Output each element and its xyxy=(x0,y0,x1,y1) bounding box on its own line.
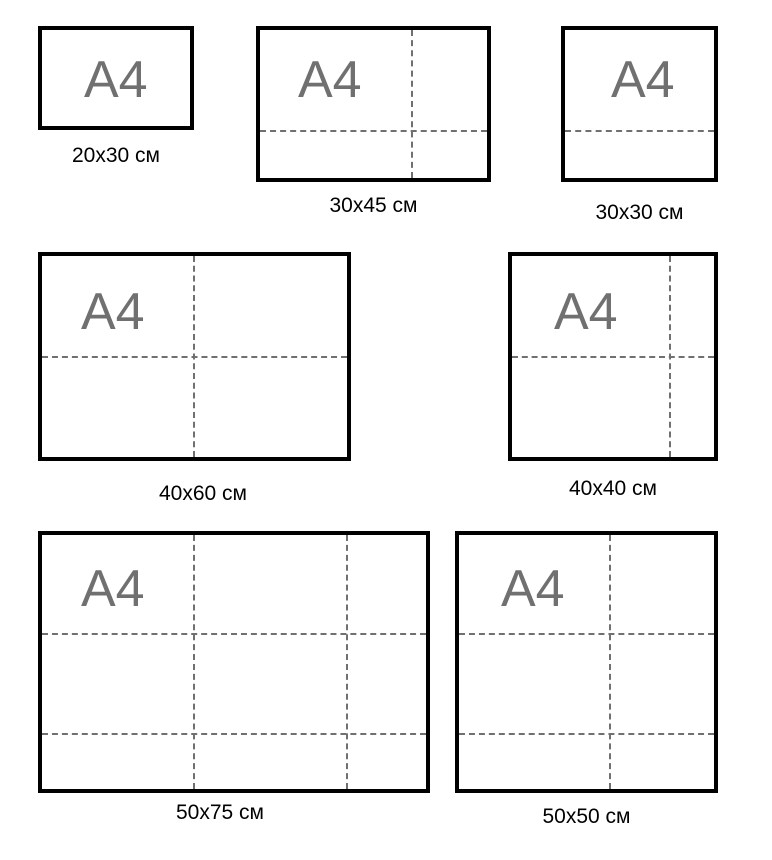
cut-line-horizontal xyxy=(42,356,347,358)
format-40x40-caption: 40x40 см xyxy=(569,477,657,500)
cut-line-horizontal xyxy=(565,130,714,132)
a4-label: A4 xyxy=(81,560,145,618)
cut-line-vertical xyxy=(193,535,195,789)
format-50x50-frame xyxy=(455,531,718,793)
format-30x30-frame xyxy=(561,26,718,182)
a4-label: A4 xyxy=(501,560,565,618)
a4-label: A4 xyxy=(298,51,362,109)
format-20x30-caption: 20x30 см xyxy=(72,144,160,167)
cut-line-vertical xyxy=(411,30,413,178)
format-40x60-caption: 40x60 см xyxy=(159,482,247,505)
a4-label: A4 xyxy=(84,51,148,109)
format-30x45-caption: 30x45 см xyxy=(329,194,418,217)
cut-line-horizontal xyxy=(512,356,714,358)
format-30x45-frame xyxy=(256,26,491,182)
cut-line-horizontal xyxy=(260,130,487,132)
format-50x75-frame xyxy=(38,531,430,793)
cut-line-vertical xyxy=(346,535,348,789)
cut-line-horizontal xyxy=(42,633,426,635)
format-40x40-frame xyxy=(508,252,718,461)
format-40x60-frame xyxy=(38,252,351,461)
a4-label: A4 xyxy=(611,51,675,109)
format-20x30-frame xyxy=(38,26,194,130)
cut-line-horizontal xyxy=(459,733,714,735)
format-50x75-caption: 50x75 см xyxy=(176,801,264,824)
a4-label: A4 xyxy=(81,283,145,341)
format-50x50-caption: 50x50 см xyxy=(542,805,631,828)
cut-line-horizontal xyxy=(42,733,426,735)
format-30x30-caption: 30x30 см xyxy=(595,201,684,224)
cut-line-vertical xyxy=(609,535,611,789)
a4-label: A4 xyxy=(554,283,618,341)
cut-line-horizontal xyxy=(459,633,714,635)
